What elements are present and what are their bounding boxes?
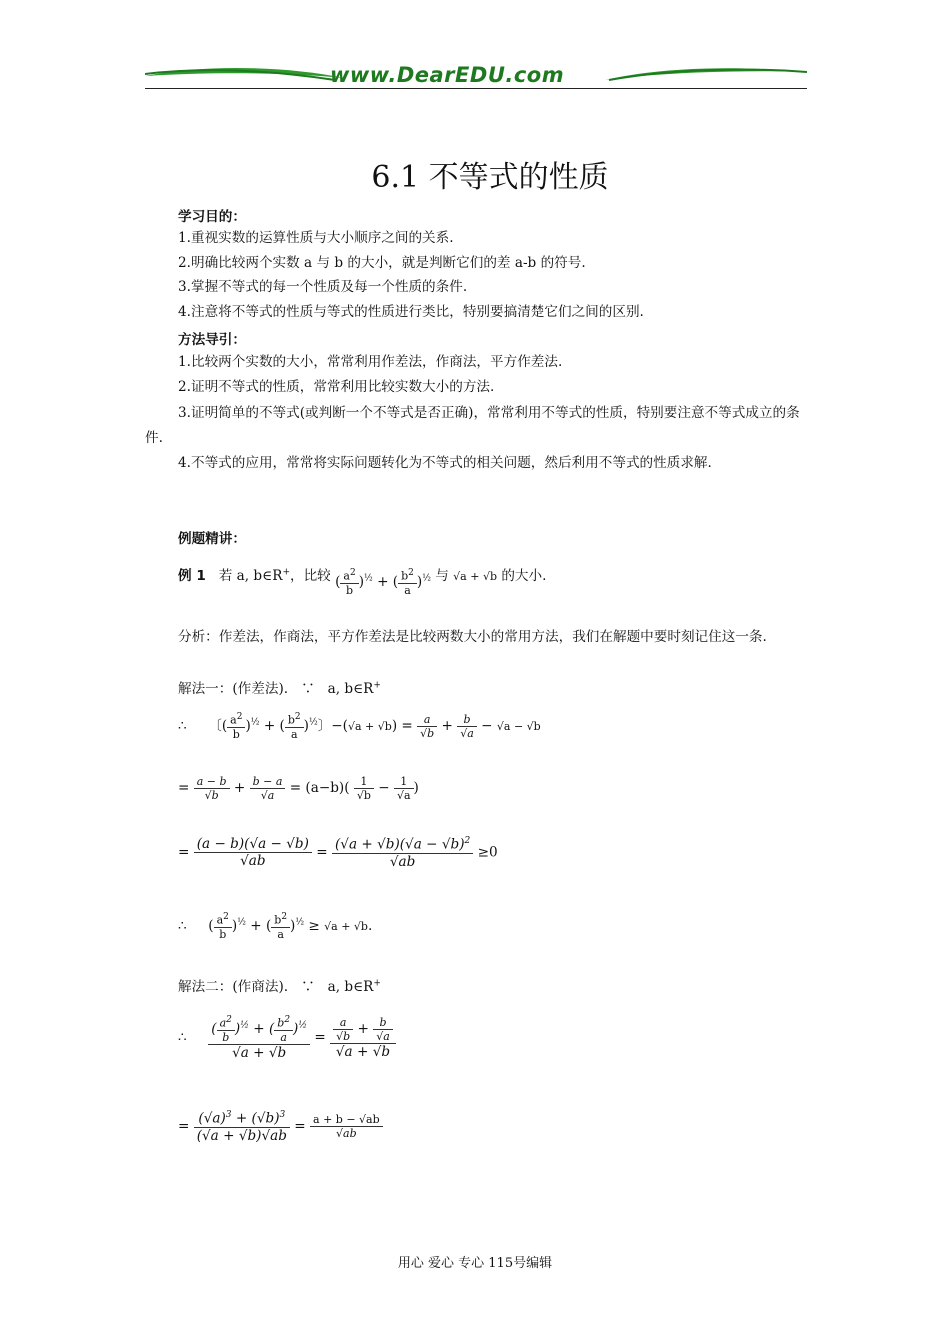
goal-item: 4.注意将不等式的性质与等式的性质进行类比，特别要搞清楚它们之间的区别. bbox=[178, 304, 644, 320]
method-item: 4.不等式的应用，常常将实际问题转化为不等式的相关问题，然后利用不等式的性质求解. bbox=[178, 455, 712, 471]
solution-label: 解法二：(作商法). bbox=[178, 979, 289, 995]
method-item: 3.证明简单的不等式(或判断一个不等式是否正确)，常常利用不等式的性质，特别要注意不等式成立的条件. bbox=[145, 405, 800, 446]
left-swoosh-decoration bbox=[145, 62, 345, 86]
example-text: ，比较 bbox=[289, 567, 331, 584]
example-expr-left: ( $\frac{a^2}{b}$ )$^{\frac{1}{2}}$ + ( $\frac{b^2}{a}$ )$^{\frac{1}{2}}$ bbox=[335, 568, 431, 597]
example-text: 若 a, b∈R bbox=[218, 567, 283, 584]
because-symbol: ∵ bbox=[301, 979, 315, 995]
goal-item: 1.重视实数的运算性质与大小顺序之间的关系. bbox=[178, 230, 454, 246]
header-rule bbox=[145, 88, 807, 89]
example-text: 与 bbox=[435, 567, 449, 584]
math-line-1: ∴ 〔( $\frac{a^2}{b}$ )$^{\frac{1}{2}}$ + ( $\frac{b^2}{a}$ )$^{\frac{1}{2}}$〕−(√a + √b) = $\frac{a}{√b}$ + $\frac{b}{√a}$ − √a − √b bbox=[178, 712, 541, 741]
example-text: 的大小. bbox=[501, 567, 547, 584]
condition: a, b∈R bbox=[327, 681, 374, 697]
goal-item: 2.明确比较两个实数 a 与 b 的大小，就是判断它们的差 a-b 的符号. bbox=[178, 255, 586, 271]
site-brand-logo: www.DearEDU.com bbox=[330, 63, 565, 87]
right-swoosh-decoration bbox=[605, 62, 807, 86]
page-title: 6.1 不等式的性质 bbox=[371, 160, 609, 195]
therefore-symbol: ∴ bbox=[178, 917, 187, 934]
examples-heading: 例题精讲： bbox=[178, 531, 246, 547]
math-line-5: ∴ ( $\frac{a^2}{b}$ )$^{\frac{1}{2}}$ + ( $\frac{b^2}{a}$ )$^{\frac{1}{2}}$ √a + √b = $\frac{a}{√b}$ + $\frac{b}{√a}$ √a + √b bbox=[178, 1015, 396, 1061]
solution1-heading: 解法一：(作差法). ∵ a, b∈R+ bbox=[178, 680, 381, 697]
analysis-text: 分析：作差法，作商法，平方作差法是比较两数大小的常用方法，我们在解题中要时刻记住这一条. bbox=[178, 629, 767, 645]
goal-item: 3.掌握不等式的每一个性质及每一个性质的条件. bbox=[178, 279, 468, 295]
goals-heading: 学习目的： bbox=[178, 209, 246, 225]
math-line-6: = $\frac{(√a)^3 + (√b)^3}{(√a + √b)√ab}$ = $\frac{a + b - √ab}{√ab}$ bbox=[178, 1110, 383, 1144]
math-line-3: = $\frac{(a - b)(√a - √b)}{√ab}$ = $\frac{(√a + √b)(√a - √b)^2}{√ab}$ ≥0 bbox=[178, 836, 498, 870]
method-item: 2.证明不等式的性质，常常利用比较实数大小的方法. bbox=[178, 379, 495, 395]
method-heading: 方法导引： bbox=[178, 332, 246, 348]
example-label: 例 1 bbox=[178, 567, 206, 584]
math-line-4: ∴ ( $\frac{a^2}{b}$ )$^{\frac{1}{2}}$ + ( $\frac{b^2}{a}$ )$^{\frac{1}{2}}$ ≥ √a + √b. bbox=[178, 912, 373, 941]
condition: a, b∈R bbox=[327, 979, 374, 995]
method-item: 1.比较两个实数的大小，常常利用作差法，作商法，平方作差法. bbox=[178, 354, 563, 370]
therefore-symbol: ∴ bbox=[178, 717, 187, 734]
solution-label: 解法一：(作差法). bbox=[178, 681, 289, 697]
example-1: 例 1 若 a, b∈R+，比较 ( $\frac{a^2}{b}$ )$^{\frac{1}{2}}$ + ( $\frac{b^2}{a}$ )$^{\frac{1}{2}}$ 与 √a + √b 的大小. bbox=[178, 567, 547, 597]
because-symbol: ∵ bbox=[301, 681, 315, 697]
page-footer: 用心 爱心 专心 115号编辑 bbox=[397, 1256, 553, 1271]
geq-zero: ≥0 bbox=[477, 844, 498, 861]
solution2-heading: 解法二：(作商法). ∵ a, b∈R+ bbox=[178, 978, 381, 995]
therefore-symbol: ∴ bbox=[178, 1029, 187, 1046]
math-line-2: = $\frac{a - b}{√b}$ + $\frac{b - a}{√a}$ = (a−b)( $\frac{1}{√b}$ − $\frac{1}{√a}$ ) bbox=[178, 775, 419, 802]
